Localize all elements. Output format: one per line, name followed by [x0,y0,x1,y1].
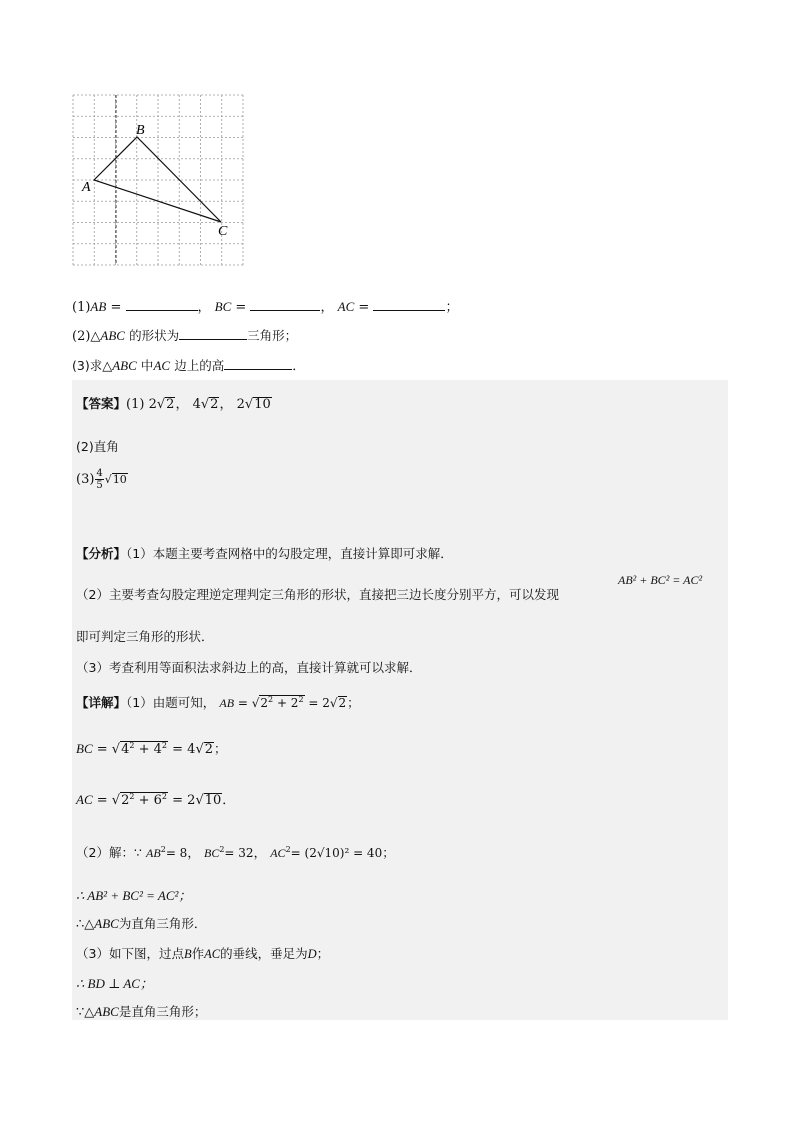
answer-line-2: (2)直角 [76,439,119,454]
detail-bc: BC = $√4^2 + 4^2 = 4√2$； [76,741,227,757]
answer-fraction: $\frac{4}{5}$ [96,468,103,491]
triangle-abc [94,137,221,222]
analysis-line-4: （3）考查利用等面积法求斜边上的高，直接计算就可以求解． [76,660,422,675]
answer-value-ac: 2√10 [236,397,271,412]
blank-bc[interactable] [250,309,320,311]
blank-height[interactable] [224,368,292,370]
label-a: A [82,180,91,195]
analysis-formula: AB² + BC² = AC² [618,573,703,587]
label-b: B [136,123,145,138]
detail-perp: ∴ BD ⊥ AC； [76,976,153,991]
blank-shape[interactable] [179,338,247,340]
question-2: (2)△ABC 的形状为 三角形； [72,328,298,344]
answer-line-1: 【答案】(1) 2√2， 4√2， 2√10 [76,396,271,412]
question-1: (1)AB = ， BC = ， AC = ； [72,299,459,315]
detail-therefore-1: ∴ AB² + BC² = AC²； [76,888,192,903]
grid-figure [66,88,252,273]
question-3: (3)求△ABC 中AC 边上的高 ． [72,358,306,374]
answer-value-bc: 4√2 [192,397,219,412]
blank-ac[interactable] [373,309,445,311]
answer-value-ab: 2√2 [148,397,175,412]
detail-ac: AC = $√2^2 + 6^2 = 2√10$． [76,792,236,808]
analysis-line-2: （2）主要考查勾股定理逆定理判定三角形的形状，直接把三边长度分别平方，可以发现 [76,587,559,602]
detail-part-2: （2）解：∵ $AB^2= 8$， $BC^2= 32$， $AC^2= (2√10)^2 = 40$； [76,845,395,860]
grid-lines [73,95,243,265]
blank-ab[interactable] [126,309,198,311]
label-c: C [218,224,228,239]
detail-because: ∵△ABC是直角三角形； [76,1004,207,1020]
detail-therefore-2: ∴△ABC为直角三角形． [76,916,207,932]
analysis-line-3: 即可判定三角形的形状． [76,629,214,644]
detail-part-3: （3）如下图，过点B作AC的垂线，垂足为D； [76,946,330,961]
detail-line-1: 【详解】（1）由题可知， AB = $√2^2 + 2^2 = 2√2$； [76,695,360,710]
answer-line-3: (3) $\frac{4}{5}$ √10 [76,468,127,491]
analysis-line-1: 【分析】（1）本题主要考查网格中的勾股定理，直接计算即可求解． [76,546,453,561]
